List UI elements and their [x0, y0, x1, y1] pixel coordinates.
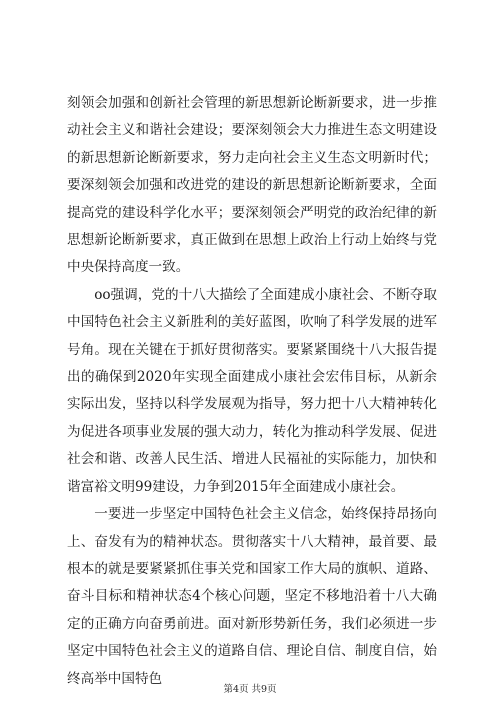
body-text — [67, 90, 437, 693]
paragraph-emphasis: oo强调，党的十八大描绘了全面建成小康社会、不断夺取中国特色社会主义新胜利的美好蓝图，吹响了科学发展的进军号角。现在关键在于抓好贯彻落实。要紧紧围绕十八大报告提出的确保到2020年实现全面建成小康社会宏伟目标，从新余实际出发，坚持以科学发展观为指导，努力把十八大精神转化为促进各项事业发展的强大动力，转化为推动科学发展、促进社会和谐、改善人民生活、增进人民福祉的实际能力，加快和谐富裕文明99建设，力争到2015年全面建成小康社会。 — [67, 286, 437, 495]
paragraph-first-requirement: 一要进一步坚定中国特色社会主义信念，始终保持昂扬向上、奋发有为的精神状态。贯彻落实十八大精神，最首要、最根本的就是要紧紧抓住事关党和国家工作大局的旗帜、道路、奋斗目标和精神状态4个核心问题，坚定不移地沿着十八大确定的正确方向奋勇前进。面对新形势新任务，我们必须进一步坚定中国特色社会主义的道路自信、理论自信、制度自信，始终高举中国特色 — [67, 506, 437, 687]
page-number-footer: 第4页 共9页 — [223, 684, 277, 695]
paragraph-continuation: 刻领会加强和创新社会管理的新思想新论断新要求，进一步推动社会主义和谐社会建设；要深刻领会大力推进生态文明建设的新思想新论断新要求，努力走向社会主义生态文明新时代；要深刻领会加强和改进党的建设的新思想新论断新要求，全面提高党的建设科学化水平；要深刻领会严明党的政治纪律的新思想新论断新要求，真正做到在思想上政治上行动上始终与党中央保持高度一致。 — [67, 95, 437, 276]
